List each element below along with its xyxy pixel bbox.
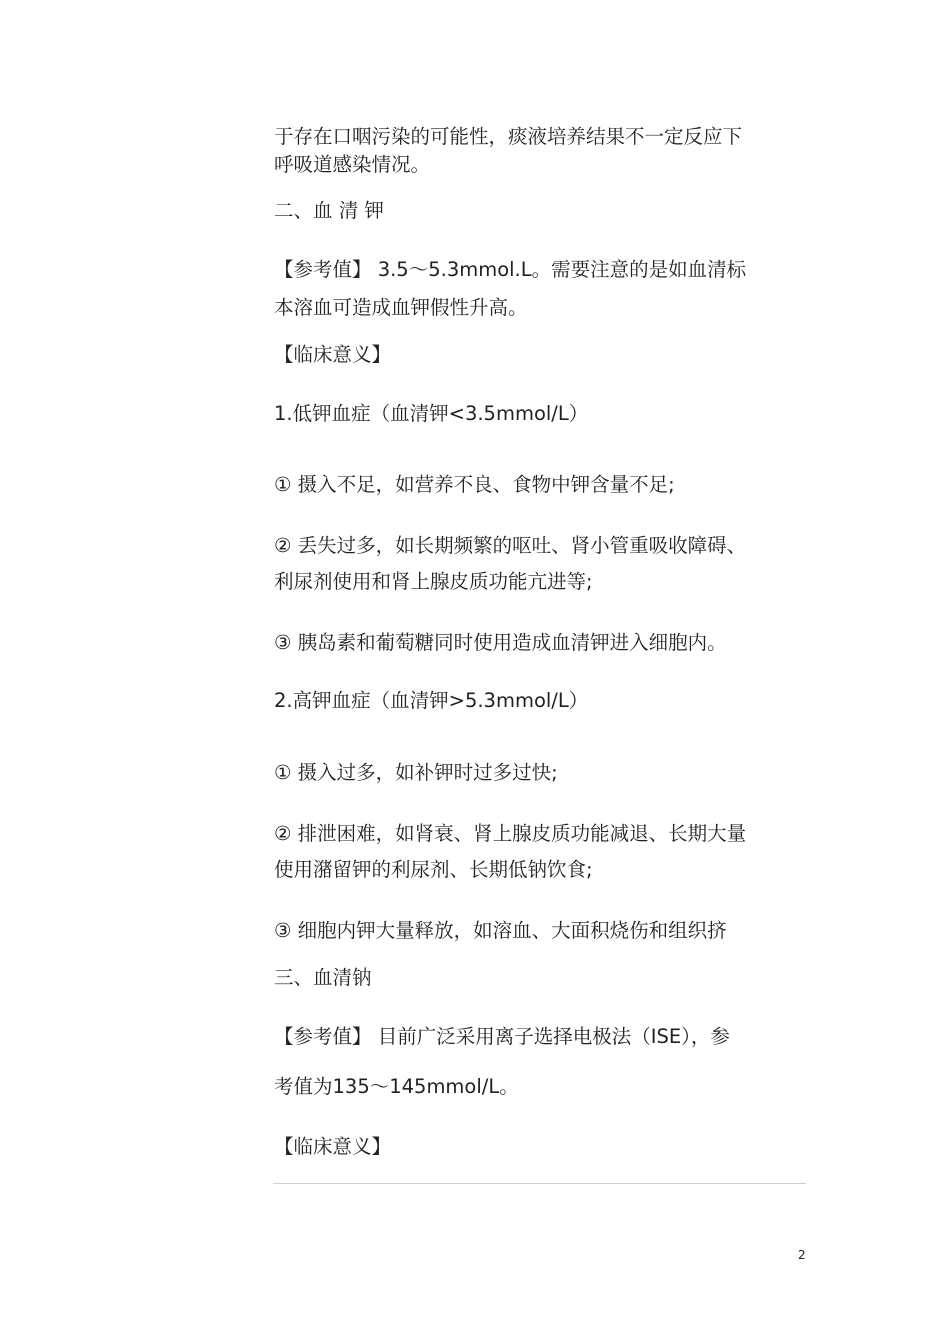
reference-value-potassium-line-1: 【参考值】 3.5～5.3mmol.L。需要注意的是如血清标 <box>274 258 747 281</box>
clinical-significance-heading-1: 【临床意义】 <box>274 343 392 366</box>
hypokalemia-heading: 1.低钾血症（血清钾<3.5mmol/L） <box>274 402 589 425</box>
reference-value-potassium-line-2: 本溶血可造成血钾假性升高。 <box>274 296 528 319</box>
text-line-1: 于存在口咽污染的可能性，痰液培养结果不一定反应下 <box>274 125 743 148</box>
hyperkalemia-cause-2-line-2: 使用潴留钾的利尿剂、长期低钠饮食; <box>274 858 593 881</box>
page-divider <box>273 1183 806 1184</box>
hypokalemia-cause-2-line-1: ② 丢失过多，如长期频繁的呕吐、肾小管重吸收障碍、 <box>274 534 747 557</box>
reference-value-sodium-line-2: 考值为135～145mmol/L。 <box>274 1075 519 1098</box>
hyperkalemia-heading: 2.高钾血症（血清钾>5.3mmol/L） <box>274 689 589 712</box>
section-heading-serum-potassium: 二、血 清 钾 <box>274 199 384 222</box>
hypokalemia-cause-2-line-2: 利尿剂使用和肾上腺皮质功能亢进等; <box>274 570 593 593</box>
clinical-significance-heading-2: 【临床意义】 <box>274 1135 392 1158</box>
hyperkalemia-cause-1: ① 摄入过多，如补钾时过多过快; <box>274 761 558 784</box>
reference-value-sodium-line-1: 【参考值】 目前广泛采用离子选择电极法（ISE），参 <box>274 1025 730 1048</box>
text-line-2: 呼吸道感染情况。 <box>274 153 431 176</box>
hyperkalemia-cause-2-line-1: ② 排泄困难，如肾衰、肾上腺皮质功能减退、长期大量 <box>274 822 747 845</box>
section-heading-serum-sodium: 三、血清钠 <box>274 966 372 989</box>
hypokalemia-cause-3: ③ 胰岛素和葡萄糖同时使用造成血清钾进入细胞内。 <box>274 631 727 654</box>
page-number: 2 <box>798 1248 806 1262</box>
hypokalemia-cause-1: ① 摄入不足，如营养不良、食物中钾含量不足; <box>274 473 675 496</box>
hyperkalemia-cause-3: ③ 细胞内钾大量释放，如溶血、大面积烧伤和组织挤 <box>274 919 727 942</box>
